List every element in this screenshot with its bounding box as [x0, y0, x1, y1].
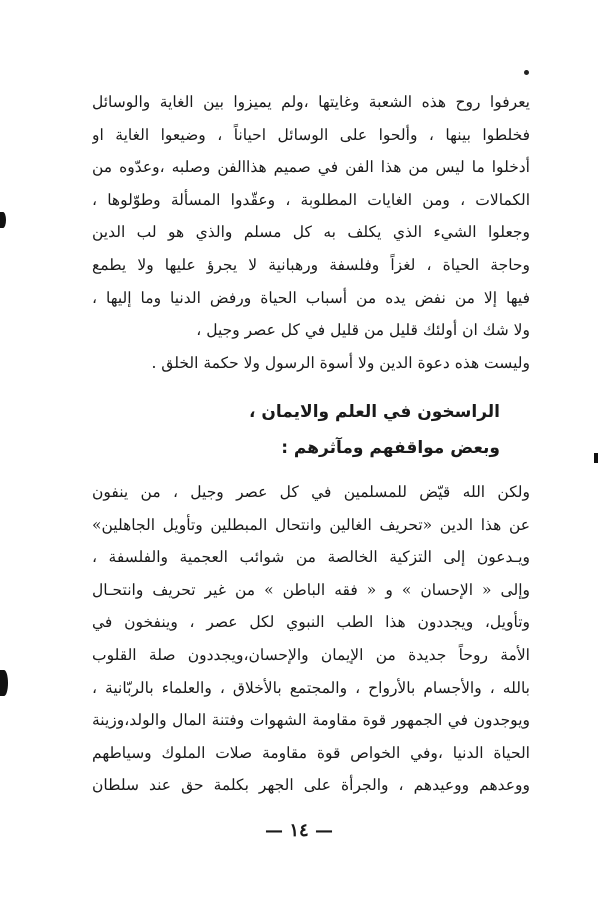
text-line: وتأويل، ويجددون هذا الطب النبوي لكل عصر ، وينفخون في: [92, 613, 530, 632]
text-line: أدخلوا ما ليس من هذا الفن في صميم هذاالفن وصلبه ،وعدّوه من: [92, 158, 530, 177]
text-line: ولا شك ان أولئك قليل من قليل في كل عصر وجيل ،: [196, 321, 530, 340]
text-line: الأمة روحاً جديدة من الإيمان والإحسان،ويجددون صلة القلوب: [92, 645, 530, 664]
paragraph-1: [92, 86, 530, 379]
text-line: فيها إلا من نفض يده من أسباب الحياة ورفض الدنيا وما إليها ،: [92, 288, 530, 307]
paragraph-2: [92, 476, 530, 802]
text-line: وليست هذه دعوة الدين ولا أسوة الرسول ولا حكمة الخلق .: [151, 353, 530, 372]
right-edge-mark: [594, 453, 598, 463]
text-line: ويـدعون إلى التزكية الخالصة من شوائب العجمية والفلسفة ،: [92, 548, 530, 567]
text-line: فخلطوا بينها ، وألحوا على الوسائل احياناً ، وضيعوا الغاية او: [92, 125, 530, 144]
text-line: ووعدهم ووعيدهم ، والجرأة على الجهر بكلمة حق عند سلطان: [92, 776, 530, 795]
section-heading-line-1: الراسخون في العلم والايمان ،: [248, 402, 500, 422]
decorative-dot: [524, 70, 529, 75]
text-line: عن هذا الدين «تحريف الغالين وانتحال المبطلين وتأويل الجاهلين»: [92, 515, 530, 534]
left-edge-mark: [0, 212, 6, 228]
page-number: — ١٤ —: [265, 820, 333, 841]
text-line: وحاجة الحياة ، لغزاً وفلسفة ورهبانية لا يجرؤ عليها ولا يطمع: [92, 255, 530, 274]
text-line: الحياة الدنيا ،وفي الخواص قوة مقاومة صلات الملوك وسياطهم: [92, 743, 530, 762]
text-line: وجعلوا الشيء الذي يكلف به كل مسلم والذي هو لب الدين: [92, 223, 530, 242]
text-line: يعرفوا روح هذه الشعبة وغايتها ،ولم يميزوا بين الغاية والوسائل: [92, 93, 530, 111]
left-edge-mark: [0, 670, 8, 696]
text-line: بالله ، والأجسام بالأرواح ، والمجتمع بالأخلاق ، والعلماء بالربّانية ،: [92, 678, 530, 697]
text-line: ويوجدون في الجمهور قوة مقاومة الشهوات وفتنة المال والولد،وزينة: [92, 711, 530, 730]
section-heading-line-2: وبعض مواقفهم ومآثرهم :: [281, 438, 500, 458]
text-line: الكمالات ، ومن الغايات المطلوبة ، وعقّدوا المسألة وطوّلوها ،: [92, 190, 530, 209]
text-line: وإلى « الإحسان » و « فقه الباطن » من غير تحريف وانتحـال: [92, 580, 530, 599]
text-line: ولكن الله قيّض للمسلمين في كل عصر وجيل ، من ينفون: [92, 483, 530, 501]
